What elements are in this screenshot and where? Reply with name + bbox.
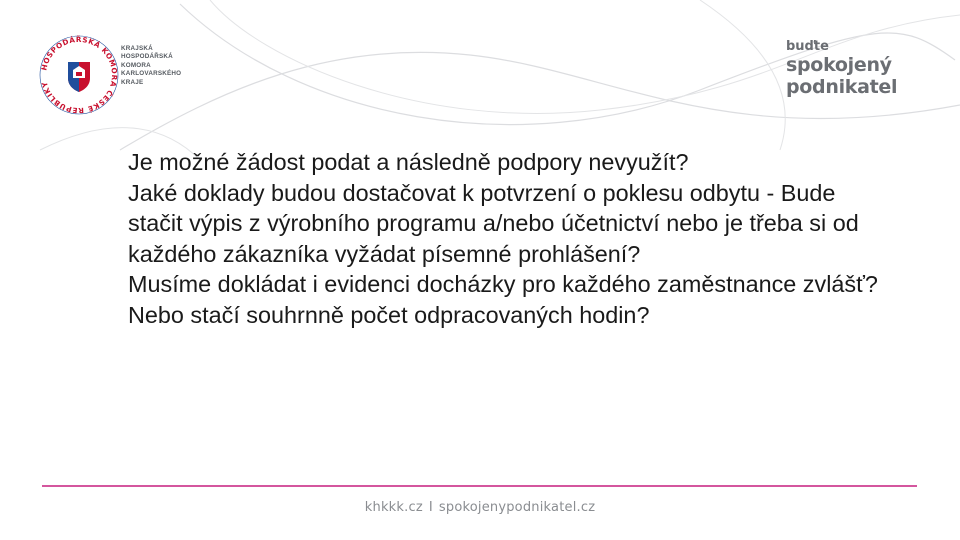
chamber-line: HOSPODÁŘSKÁ xyxy=(121,53,173,61)
question-paragraph: Musíme dokládat i evidenci docházky pro každého zaměstnance zvlášť? xyxy=(128,271,878,297)
seal-text: HOSPODÁŘSKÁ KOMORA ČESKÉ REPUBLIKY xyxy=(39,34,120,116)
chamber-line: KRAJSKÁ xyxy=(121,45,153,52)
question-paragraph: Nebo stačí souhrnně počet odpracovaných hodin? xyxy=(128,301,650,328)
chamber-seal-logo xyxy=(38,34,120,116)
footer-link-spokojeny[interactable]: spokojenypodnikatel.cz xyxy=(438,500,596,515)
chamber-name xyxy=(121,45,201,87)
question-paragraph: Jaké doklady budou dostačovat k potvrzení o poklesu odbytu - Bude stačit výpis z výrobního programu a/nebo účetnictví nebo je třeba si od každého zákazníka vyžádat písemné prohlášení? xyxy=(128,179,859,267)
footer-separator: I xyxy=(428,500,433,515)
brand-logo xyxy=(786,40,936,98)
brand-line-2: spokojený xyxy=(786,54,892,76)
question-paragraph: Je možné žádost podat a následně podpory nevyužít? xyxy=(128,149,689,175)
chamber-line: KARLOVARSKÉHO xyxy=(121,70,182,78)
chamber-line: KOMORA xyxy=(121,61,151,69)
footer-link-khkkk[interactable]: khkkk.cz xyxy=(364,500,423,515)
chamber-line: KRAJE xyxy=(121,78,144,86)
slide-body xyxy=(128,147,888,330)
brand-line-3: podnikatel xyxy=(786,76,898,98)
brand-line-1: buďte xyxy=(786,39,829,54)
footer-divider xyxy=(42,485,917,487)
footer-links xyxy=(0,500,960,515)
